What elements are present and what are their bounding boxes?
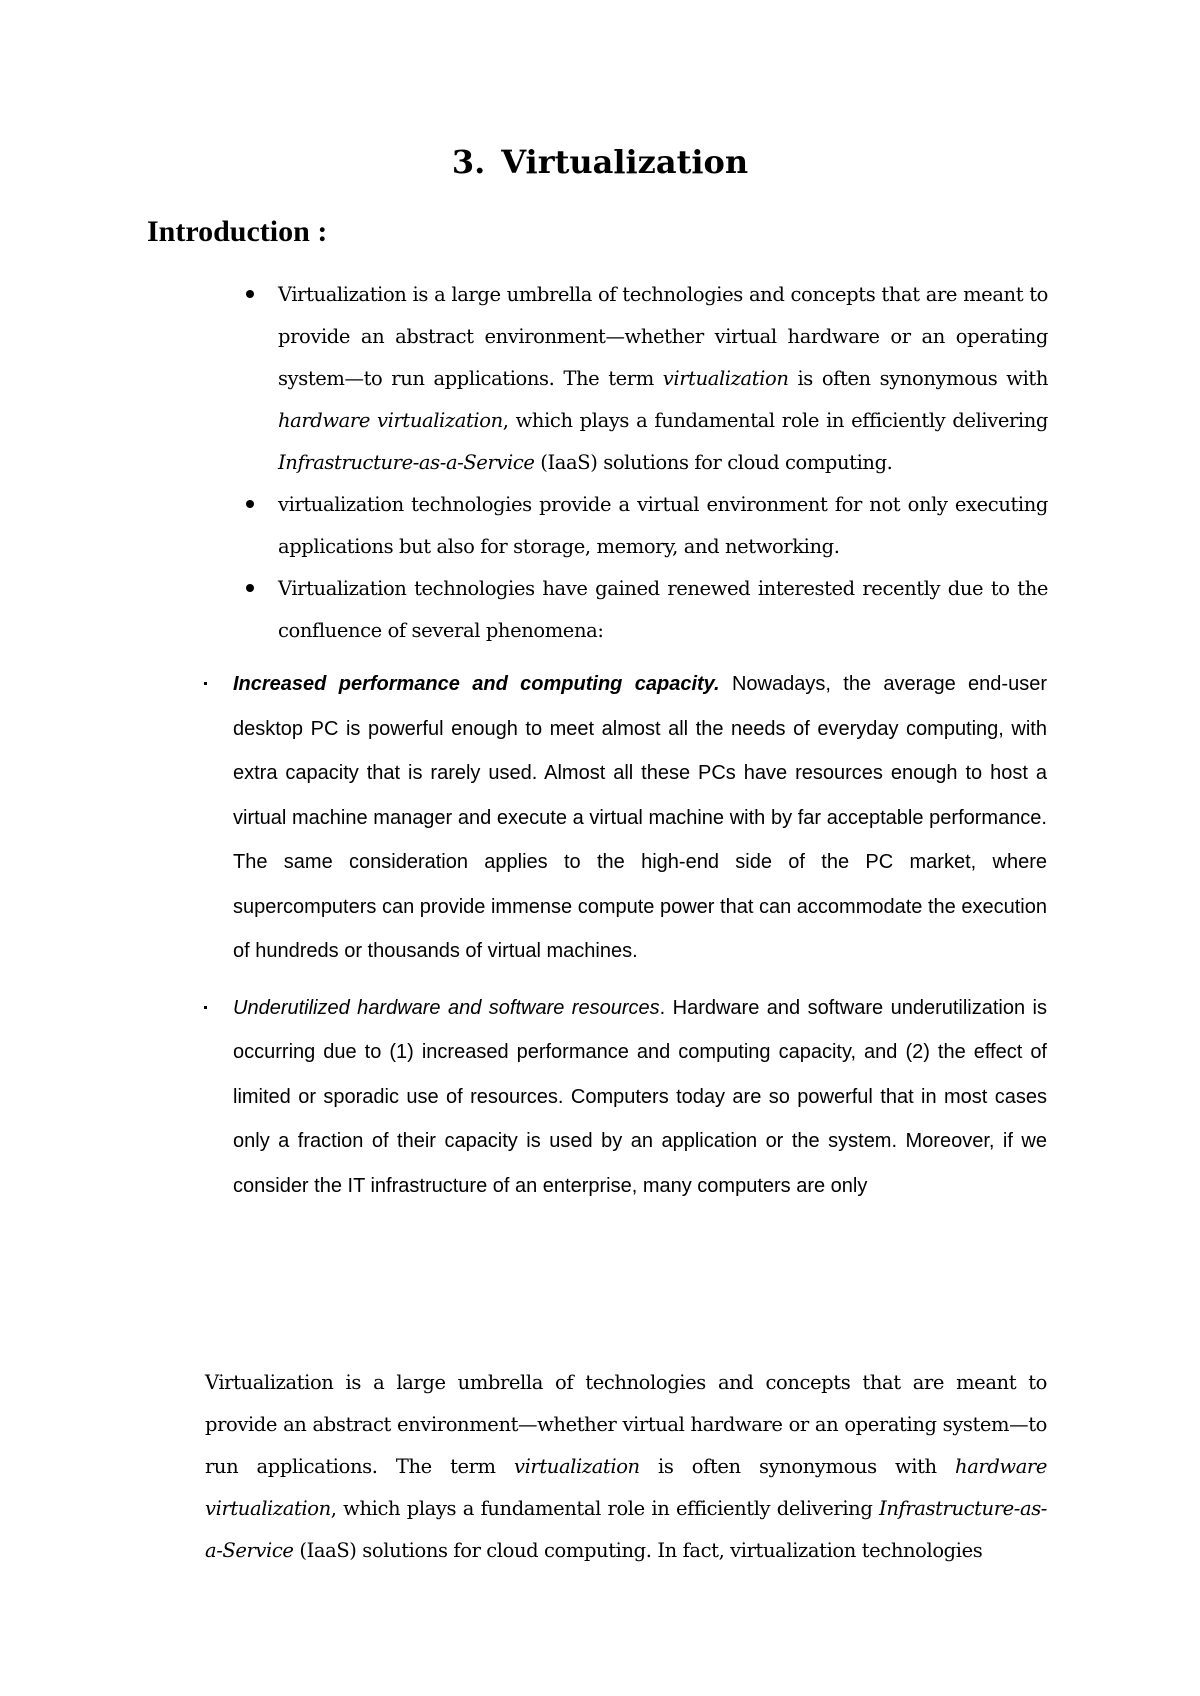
intro-bullet: Virtualization technologies have gained renewed interested recently due to the confluence of several phenomena: bbox=[278, 568, 1048, 652]
italic-term: Infrastructure-as-a-Service bbox=[205, 1497, 1047, 1562]
chapter-title-text: Virtualization bbox=[501, 143, 749, 181]
italic-term: hardware virtualization bbox=[205, 1455, 1047, 1520]
phenomena-list bbox=[233, 662, 1047, 1220]
intro-bullet-list bbox=[278, 274, 1048, 652]
phenomenon-body: Hardware and software underutilization is occurring due to (1) increased performance and computing capacity, and (2) the effect of limited or sporadic use of resources. Computers today are so powerful that in most cases only a fraction of their capacity is used by an application or the system. Moreover, if we consider the IT infrastructure of an enterprise, many computers are only bbox=[233, 996, 1047, 1197]
intro-bullet: Virtualization is a large umbrella of technologies and concepts that are meant to provide an abstract environment—whether virtual hardware or an operating system—to run applications. The term virtualization is often synonymous with hardware virtualization, which plays a fundamental role in efficiently delivering Infrastructure-as-a-Service (IaaS) solutions for cloud computing. bbox=[278, 274, 1048, 484]
phenomenon-body: Nowadays, the average end-user desktop PC is powerful enough to meet almost all the needs of everyday computing, with extra capacity that is rarely used. Almost all these PCs have resources enough to host a virtual machine manager and execute a virtual machine with by far acceptable performance. The same consideration applies to the high-end side of the PC market, where supercomputers can provide immense compute power that can accommodate the execution of hundreds or thousands of virtual machines. bbox=[233, 673, 1047, 962]
section-heading: Introduction : bbox=[147, 215, 328, 248]
closing-paragraph: Virtualization is a large umbrella of technologies and concepts that are meant to provide an abstract environment—whether virtual hardware or an operating system—to run applications. The term virtualization is often synonymous with hardware virtualization, which plays a fundamental role in efficiently delivering Infrastructure-as-a-Service (IaaS) solutions for cloud computing. In fact, virtualization technologies bbox=[205, 1371, 1047, 1562]
italic-term: virtualization bbox=[513, 1455, 640, 1478]
phenomenon-item: Underutilized hardware and software resources. Hardware and software underutilization is occurring due to (1) increased performance and computing capacity, and (2) the effect of limited or sporadic use of resources. Computers today are so powerful that in most cases only a fraction of their capacity is used by an application or the system. Moreover, if we consider the IT infrastructure of an enterprise, many computers are only bbox=[233, 986, 1047, 1209]
italic-term: hardware virtualization bbox=[278, 409, 503, 432]
chapter-title bbox=[0, 142, 1200, 182]
italic-term: virtualization bbox=[662, 367, 789, 390]
italic-term: Infrastructure-as-a-Service bbox=[278, 451, 535, 474]
intro-bullet: virtualization technologies provide a virtual environment for not only executing applications but also for storage, memory, and networking. bbox=[278, 484, 1048, 568]
phenomenon-lead: Underutilized hardware and software resources bbox=[233, 996, 660, 1019]
phenomenon-lead: Increased performance and computing capacity bbox=[233, 673, 715, 695]
phenomenon-item: Increased performance and computing capacity. Nowadays, the average end-user desktop PC is powerful enough to meet almost all the needs of everyday computing, with extra capacity that is rarely used. Almost all these PCs have resources enough to host a virtual machine manager and execute a virtual machine with by far acceptable performance. The same consideration applies to the high-end side of the PC market, where supercomputers can provide immense compute power that can accommodate the execution of hundreds or thousands of virtual machines. bbox=[233, 662, 1047, 974]
chapter-number: 3. bbox=[451, 143, 486, 181]
